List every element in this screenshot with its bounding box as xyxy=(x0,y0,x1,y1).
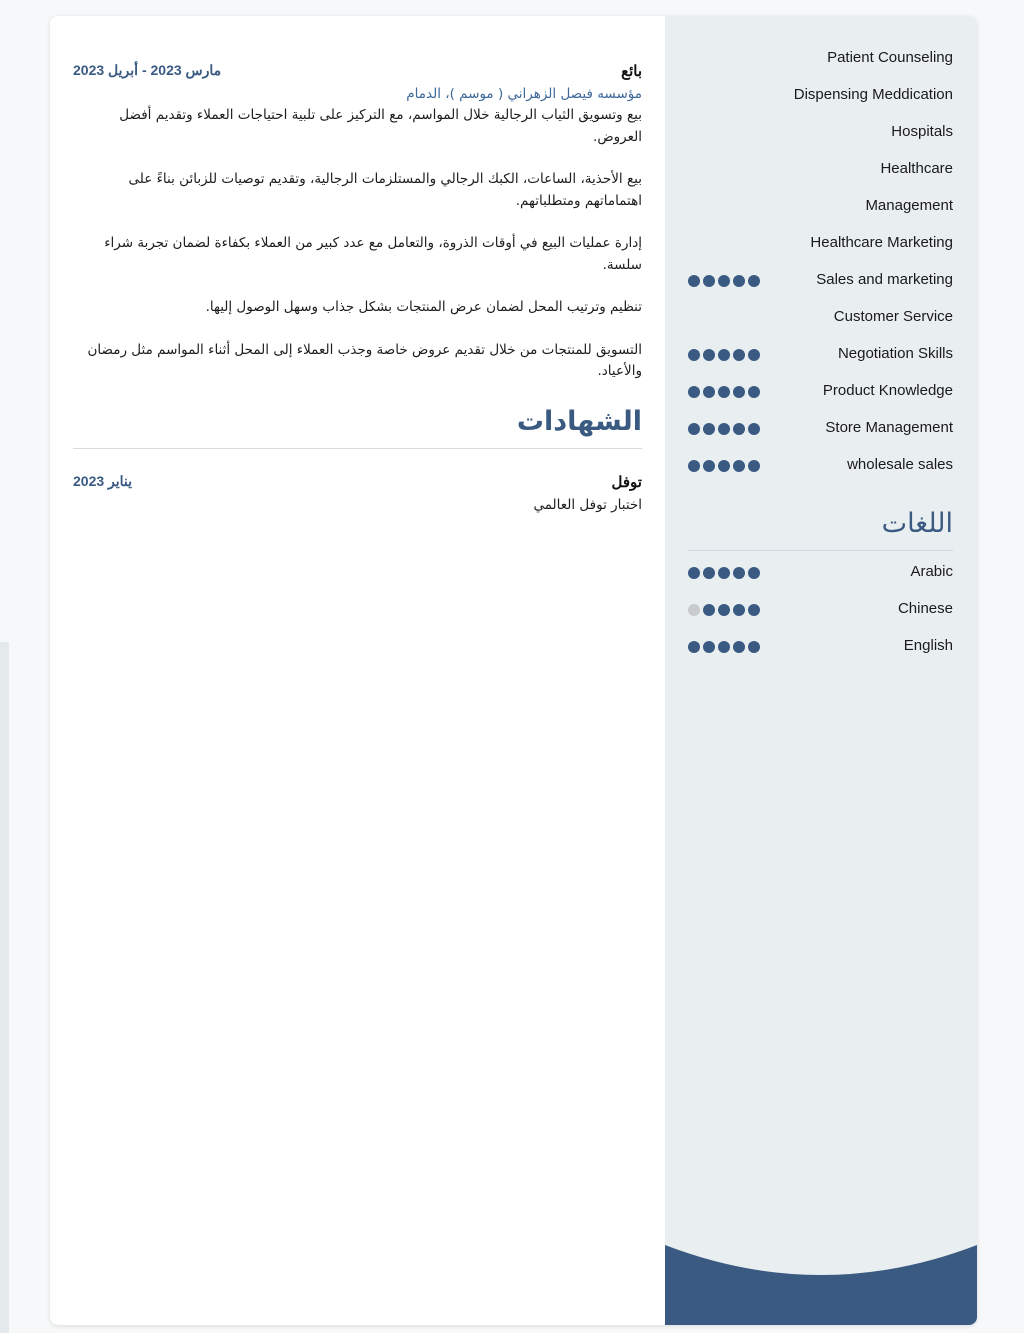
rating-dots xyxy=(688,275,763,287)
skill-item-label: Sales and marketing xyxy=(816,271,953,288)
skill-item-label: Negotiation Skills xyxy=(837,345,953,362)
rating-dot-filled xyxy=(733,423,745,435)
rating-dot-filled xyxy=(703,386,715,398)
skill-item-label: Healthcare Marketing xyxy=(810,234,953,251)
main-column xyxy=(50,16,665,1325)
rating-dot-filled xyxy=(733,386,745,398)
experience-entry xyxy=(73,62,642,383)
rating-dots xyxy=(688,423,763,435)
skill-item xyxy=(688,268,953,305)
skill-item-label: Hospitals xyxy=(891,123,953,140)
rating-dot-filled xyxy=(703,275,715,287)
rating-dots xyxy=(688,460,763,472)
job-description-paragraph: بيع الأحذية، الساعات، الكبك الرجالي والمستلزمات الرجالية، وتقديم توصيات للزبائن بناءً على اهتماماتهم ومتطلباتهم. xyxy=(128,171,642,209)
rating-dot-filled xyxy=(718,641,730,653)
rating-dot-filled xyxy=(733,641,745,653)
rating-dot-filled xyxy=(748,460,760,472)
skill-item xyxy=(688,83,953,120)
rating-dot-filled xyxy=(748,567,760,579)
background-strip xyxy=(0,642,9,1333)
rating-dot-filled xyxy=(748,641,760,653)
rating-dot-filled xyxy=(718,386,730,398)
rating-dot-filled xyxy=(733,275,745,287)
rating-dot-filled xyxy=(718,349,730,361)
language-item-label: English xyxy=(903,637,953,654)
rating-dot-filled xyxy=(748,349,760,361)
job-date: مارس 2023 - أبريل 2023 xyxy=(73,62,222,78)
rating-dot-filled xyxy=(718,604,730,616)
skill-item-label: Patient Counseling xyxy=(827,49,953,66)
rating-dot-empty xyxy=(688,604,700,616)
rating-dot-filled xyxy=(703,349,715,361)
rating-dot-filled xyxy=(688,386,700,398)
rating-dot-filled xyxy=(703,604,715,616)
languages-heading: اللغات xyxy=(688,504,953,551)
job-description-paragraph: التسويق للمنتجات من خلال تقديم عروض خاصة وجذب العملاء إلى المحل أثناء المواسم مثل رمضان والأعياد. xyxy=(87,341,642,379)
certificates-heading: الشهادات xyxy=(73,404,642,449)
rating-dot-filled xyxy=(733,460,745,472)
rating-dot-filled xyxy=(748,275,760,287)
rating-dot-filled xyxy=(688,349,700,361)
rating-dot-filled xyxy=(733,604,745,616)
job-description-paragraph: تنظيم وترتيب المحل لضمان عرض المنتجات بشكل جذاب وسهل الوصول إليها. xyxy=(205,299,642,315)
skill-item-label: Customer Service xyxy=(833,308,953,325)
rating-dots xyxy=(688,386,763,398)
skill-item-label: Management xyxy=(865,197,953,214)
rating-dots xyxy=(688,349,763,361)
skill-item xyxy=(688,120,953,157)
rating-dot-filled xyxy=(688,275,700,287)
sidebar xyxy=(665,16,977,1325)
rating-dot-filled xyxy=(688,460,700,472)
skill-item-label: Healthcare xyxy=(880,160,953,177)
rating-dot-filled xyxy=(718,275,730,287)
rating-dot-filled xyxy=(688,423,700,435)
job-description-paragraph: بيع وتسويق الثياب الرجالية خلال المواسم، مع التركيز على تلبية احتياجات العملاء وتقديم أفضل العروض. xyxy=(119,107,642,145)
rating-dots xyxy=(688,641,763,653)
rating-dot-filled xyxy=(703,641,715,653)
rating-dot-filled xyxy=(718,423,730,435)
skill-item xyxy=(688,379,953,416)
certificate-description: اختبار توفل العالمي xyxy=(533,496,642,513)
language-item-label: Chinese xyxy=(897,600,953,617)
skill-item xyxy=(688,194,953,231)
language-item xyxy=(688,634,953,671)
rating-dot-filled xyxy=(748,423,760,435)
language-item xyxy=(688,560,953,597)
rating-dot-filled xyxy=(718,460,730,472)
language-item-label: Arabic xyxy=(910,563,953,580)
certificate-entry xyxy=(73,473,642,516)
rating-dots xyxy=(688,567,763,579)
rating-dot-filled xyxy=(748,386,760,398)
rating-dot-filled xyxy=(688,567,700,579)
rating-dots xyxy=(688,604,763,616)
skill-item xyxy=(688,453,953,490)
skill-item-label: Store Management xyxy=(825,419,953,436)
languages-list xyxy=(688,560,953,671)
skill-item xyxy=(688,46,953,83)
skills-list xyxy=(688,46,953,490)
skill-item xyxy=(688,416,953,453)
job-organization: مؤسسه فيصل الزهراني ( موسم )، الدمام xyxy=(406,86,642,102)
skill-item-label: Product Knowledge xyxy=(822,382,953,399)
rating-dot-filled xyxy=(703,423,715,435)
skill-item-label: wholesale sales xyxy=(847,456,953,473)
skill-item-label: Dispensing Meddication xyxy=(793,86,953,103)
skill-item xyxy=(688,305,953,342)
certificate-date: يناير 2023 xyxy=(73,472,133,489)
rating-dot-filled xyxy=(733,349,745,361)
job-title: بائع xyxy=(621,63,642,80)
rating-dot-filled xyxy=(748,604,760,616)
language-item xyxy=(688,597,953,634)
sidebar-wave-decoration xyxy=(665,1245,977,1325)
skill-item xyxy=(688,342,953,379)
rating-dot-filled xyxy=(703,460,715,472)
skill-item xyxy=(688,231,953,268)
rating-dot-filled xyxy=(733,567,745,579)
rating-dot-filled xyxy=(718,567,730,579)
resume-page xyxy=(50,16,977,1325)
job-description-paragraph: إدارة عمليات البيع في أوقات الذروة، والتعامل مع عدد كبير من العملاء بكفاءة لضمان تجربة شراء سلسة. xyxy=(104,235,642,273)
rating-dot-filled xyxy=(688,641,700,653)
skill-item xyxy=(688,157,953,194)
certificate-title: توفل xyxy=(611,473,642,491)
rating-dot-filled xyxy=(703,567,715,579)
